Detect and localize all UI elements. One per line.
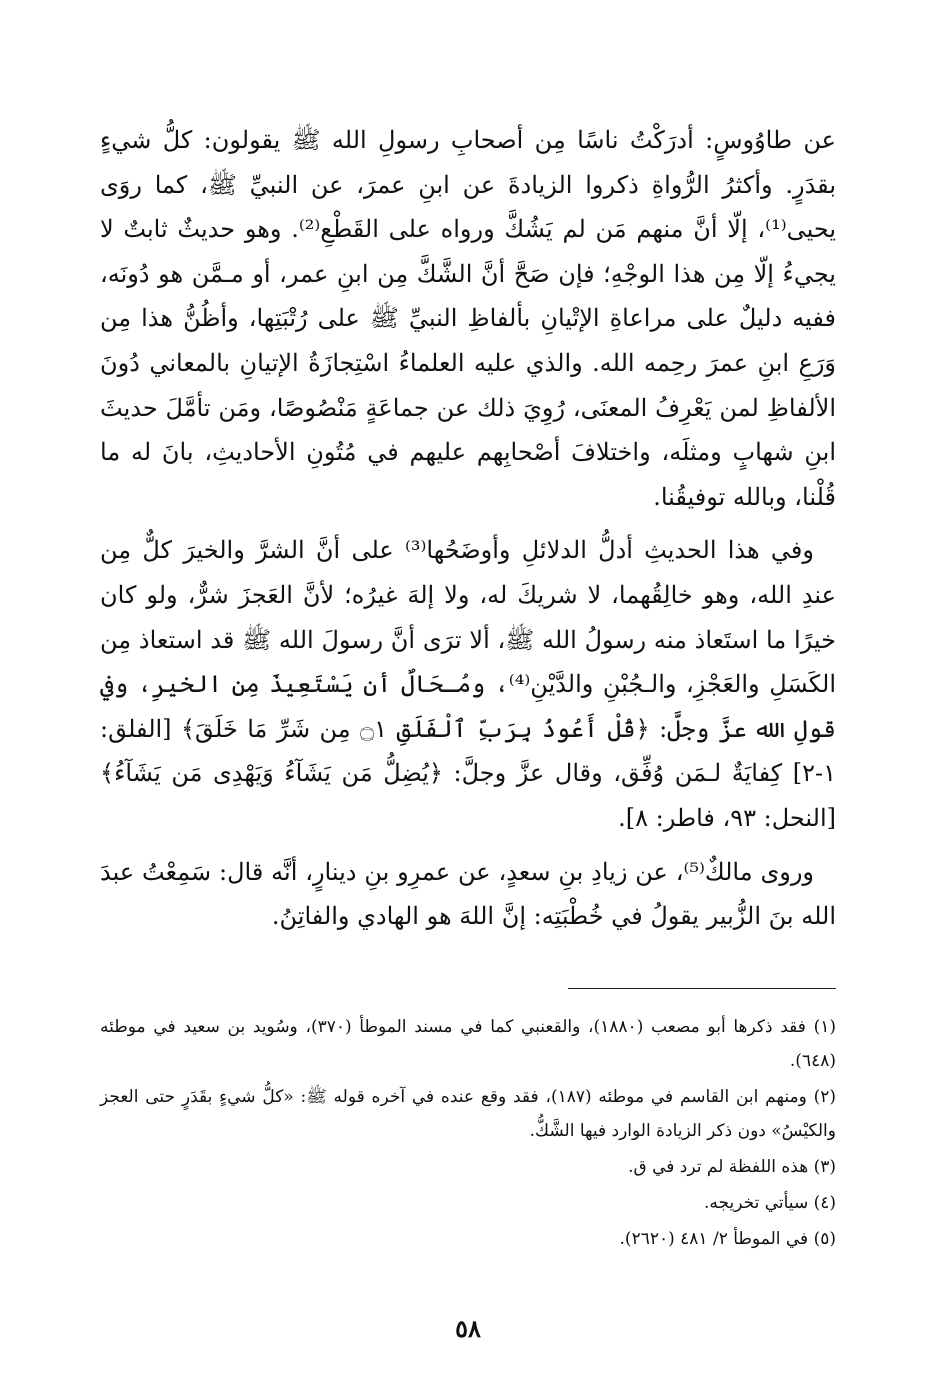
footnote-5: (٥) في الموطأ ٢/ ٤٨١ (٢٦٢٠).: [619, 1229, 836, 1249]
paragraph-1: عن طاوُوسٍ: أدرَكْتُ ناسًا مِن أصحابِ رسولِ الله ﷺ يقولون: كلُّ شيءٍ بقدَرٍ. وأكثرُ الرُّواةِ ذكروا الزيادةَ عن ابنِ عمرَ، عن النبيِّ ﷺ، كما روَى يحيى⁽¹⁾، إلّا أنَّ منهم مَن لم يَشُكَّ ورواه على القَطْعِ⁽²⁾. وهو حديثٌ ثابتٌ لا يجيءُ إلّا مِن هذا الوجْهِ؛ فإن صَحَّ أنَّ الشَّكَّ مِن ابنِ عمر، أو مـمَّن هو دُونَه، ففيه دليلٌ على مراعاةِ الإتْيانِ بألفاظِ النبيِّ ﷺ على رُتْبَتِها، وأظُنُّ هذا مِن وَرَعِ ابنِ عمرَ رحِمه الله. والذي عليه العلماءُ اسْتِجازَةُ الإتيانِ بالمعاني دُونَ الألفاظِ لمن يَعْرِفُ المعنَى، رُوِيَ ذلك عن جماعَةٍ مَنْصُوصًا، ومَن تأمَّلَ حديثَ ابنِ شهابٍ ومثلَه، واختلافَ أصْحابِهم عليهم في مُتُونِ الأحاديثِ، بانَ له ما قُلْنا، وبالله توفيقُنا.: [100, 126, 836, 511]
footnotes: [100, 1010, 836, 1258]
footnote-3: (٣) هذه اللفظة لم ترد في ق.: [628, 1157, 836, 1177]
footnote-2: (٢) ومنهم ابن القاسم في موطئه (١٨٧)، فقد وقع عنده في آخره قوله ﷺ: «كلُّ شيءٍ بقَدَرٍ حتى العجز والكيْسُ» دون ذكر الزيادة الوارد فيها الشَّكُّ.: [100, 1087, 836, 1141]
main-text: [100, 118, 836, 939]
paragraph-2: وفي هذا الحديثِ أدلُّ الدلائلِ وأوضَحُها⁽³⁾ على أنَّ الشرَّ والخيرَ كلٌّ مِن عندِ الله، وهو خالِقُهما، لا شريكَ له، ولا إلهَ غيرُه؛ لأنَّ العَجزَ شرٌّ، ولو كان خيرًا ما استَعاذ منه رسولُ الله ﷺ، ألا ترَى أنَّ رسولَ الله ﷺ قد استعاذ مِن الكَسَلِ والعَجْزِ، والـجُبْنِ والدَّيْنِ⁽⁴⁾، ومُـحَالٌ أن يَسْتَعِيذَ مِن الخيرِ، وفي قولِ الله عزَّ وجلَّ: ﴿قُلْ أَعُوذُ بِرَبِّ ٱلْفَلَقِ ۝١ مِن شَرِّ مَا خَلَقَ﴾ [الفلق: ١-٢] كِفايَةٌ لـمَن وُفِّق، وقال عزَّ وجلَّ: ﴿يُضِلُّ مَن يَشَآءُ وَيَهْدِى مَن يَشَآءُ﴾ [النحل: ٩٣، فاطر: ٨].: [100, 536, 837, 832]
paragraph-3: وروى مالكٌ⁽⁵⁾، عن زيادِ بنِ سعدٍ، عن عمرِو بنِ دينارٍ، أنَّه قال: سَمِعْتُ عبدَ الله بنَ الزُّبير يقولُ في خُطْبَتِه: إنَّ اللهَ هو الهادي والفاتِنُ.: [100, 857, 836, 931]
footnote-separator: [568, 988, 836, 989]
footnote-1: (١) فقد ذكرها أبو مصعب (١٨٨٠)، والقعنبي كما في مسند الموطأ (٣٧٠)، وسُويد بن سعيد في موطئه (٦٤٨).: [100, 1017, 836, 1071]
footnote-4: (٤) سيأتي تخريجه.: [704, 1193, 836, 1213]
book-page: [100, 118, 836, 1378]
page-number: ٥٨: [455, 1314, 481, 1343]
